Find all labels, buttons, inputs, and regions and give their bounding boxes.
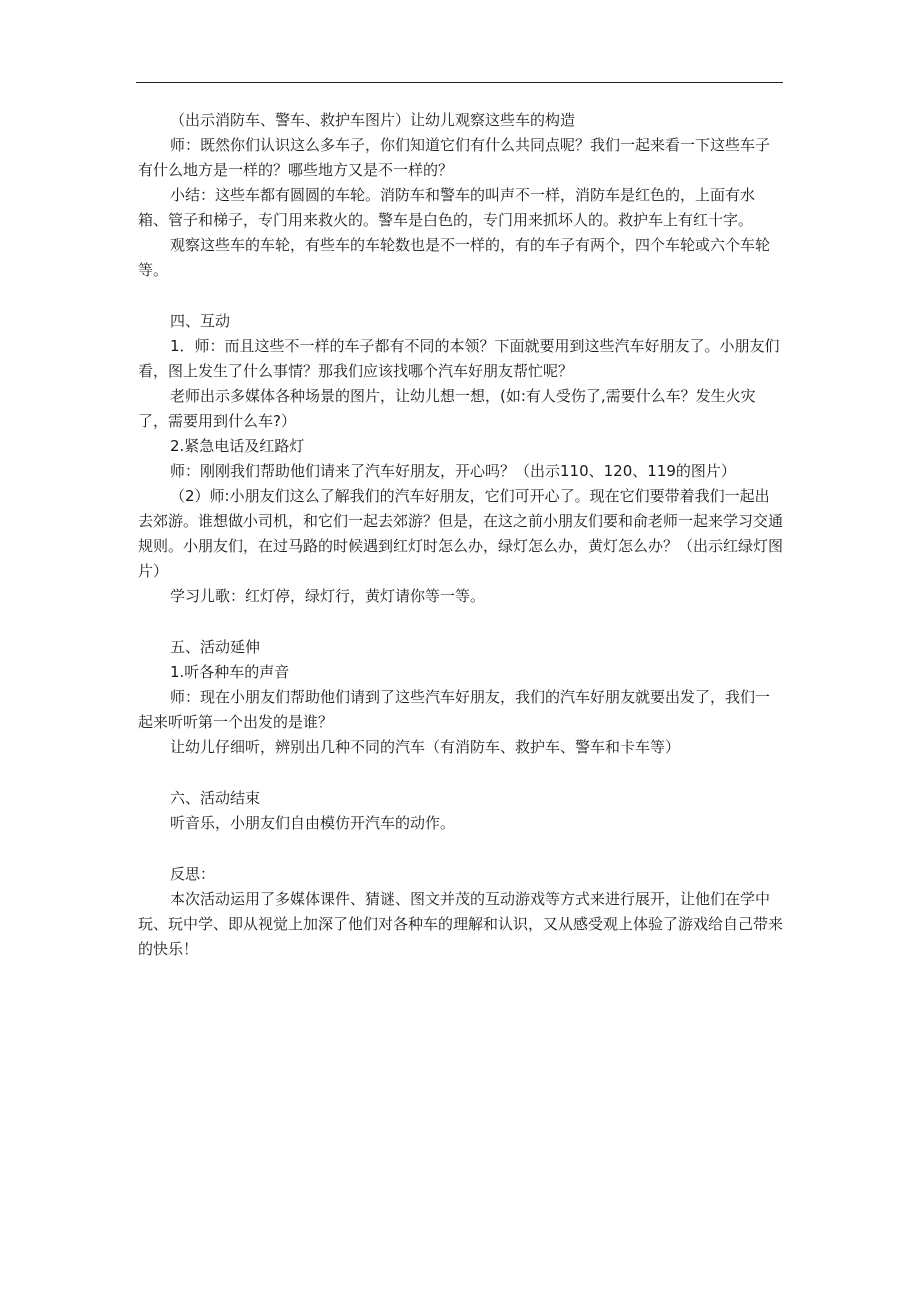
paragraph-reflection: 本次活动运用了多媒体课件、猜谜、图文并茂的互动游戏等方式来进行展开，让他们在学中玩、玩中学、即从视觉上加深了他们对各种车的理解和认识，又从感受观上体验了游戏给自己带来的快乐！ xyxy=(138,890,784,958)
paragraph-listen-sounds: 1.听各种车的声音 xyxy=(170,663,290,681)
paragraph-traffic-rules: （2）师:小朋友们这么了解我们的汽车好朋友，它们可开心了。现在它们要带着我们一起出去郊游。谁想做小司机，和它们一起去郊游？但是，在这之前小朋友们要和俞老师一起来学习交通规则。小朋友们，在过马路的时候遇到红灯时怎么办，绿灯怎么办，黄灯怎么办？（出示红绿灯图片） xyxy=(138,487,784,580)
paragraph-music: 听音乐，小朋友们自由模仿开汽车的动作。 xyxy=(170,814,456,832)
paragraph-nursery-rhyme: 学习儿歌：红灯停，绿灯行，黄灯请你等一等。 xyxy=(170,587,486,605)
paragraph-identify-cars: 让幼儿仔细听，辨别出几种不同的汽车（有消防车、救护车、警车和卡车等） xyxy=(170,738,681,756)
heading-activity-end: 六、活动结束 xyxy=(170,789,261,807)
heading-extension: 五、活动延伸 xyxy=(170,638,261,656)
paragraph-teacher-depart: 师：现在小朋友们帮助他们请到了这些汽车好朋友，我们的汽车好朋友就要出发了，我们一起来听听第一个出发的是谁？ xyxy=(138,688,771,731)
paragraph-observe-wheels: 观察这些车的车轮，有些车的车轮数也是不一样的，有的车子有两个，四个车轮或六个车轮等。 xyxy=(138,236,771,279)
paragraph-multimedia-scenes: 老师出示多媒体各种场景的图片，让幼儿想一想，(如:有人受伤了,需要什么车？发生火灾了，需要用到什么车?） xyxy=(138,387,756,430)
paragraph-summary: 小结：这些车都有圆圆的车轮。消防车和警车的叫声不一样，消防车是红色的，上面有水箱、管子和梯子，专门用来救火的。警车是白色的，专门用来抓坏人的。救护车上有红十字。 xyxy=(138,186,756,229)
paragraph-emergency-phone: 2.紧急电话及红路灯 xyxy=(170,437,305,455)
heading-reflection: 反思： xyxy=(170,865,216,883)
heading-interaction: 四、互动 xyxy=(170,312,231,330)
paragraph-interaction-1: 1．师：而且这些不一样的车子都有不同的本领？下面就要用到这些汽车好朋友了。小朋友们看，图上发生了什么事情？那我们应该找哪个汽车好朋友帮忙呢？ xyxy=(138,337,780,380)
paragraph-teacher-question: 师：既然你们认识这么多车子，你们知道它们有什么共同点呢？我们一起来看一下这些车子有什么地方是一样的？哪些地方又是不一样的？ xyxy=(138,136,771,179)
paragraph-teacher-happy: 师：刚刚我们帮助他们请来了汽车好朋友，开心吗？（出示110、120、119的图片） xyxy=(170,462,736,480)
document-body xyxy=(138,108,783,962)
paragraph-show-pictures: （出示消防车、警车、救护车图片）让幼儿观察这些车的构造 xyxy=(170,111,576,129)
header-rule xyxy=(136,82,783,83)
